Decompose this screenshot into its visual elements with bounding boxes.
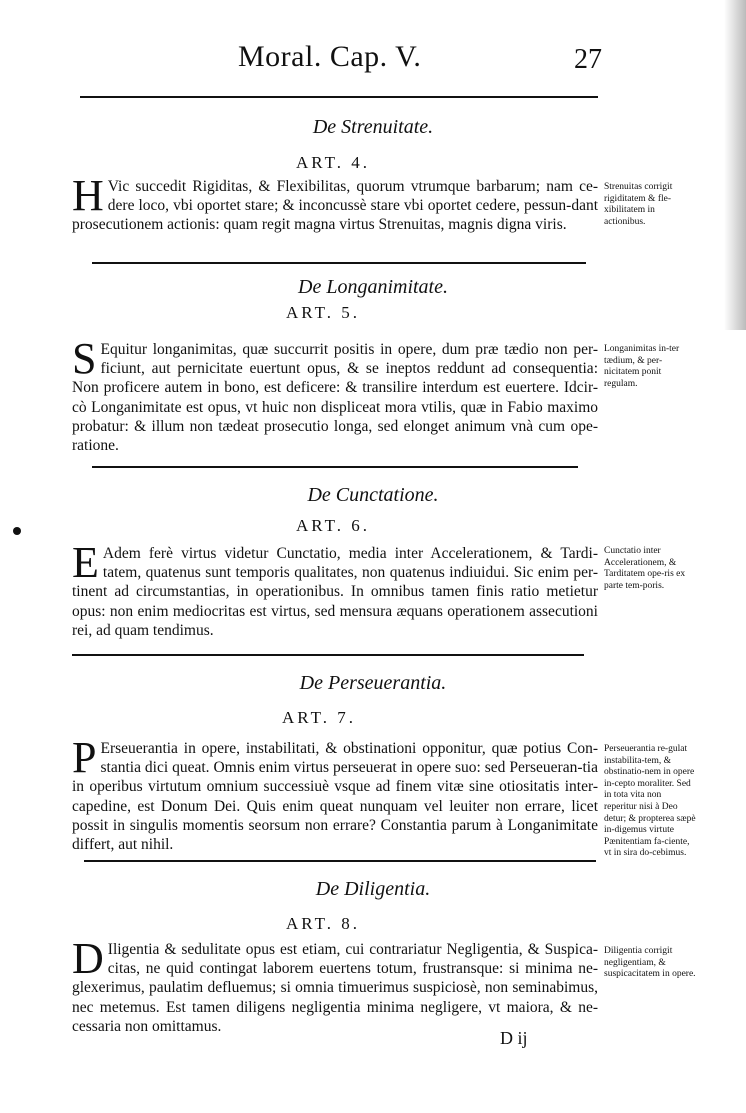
running-head: Moral. Cap. V.: [238, 40, 422, 73]
article-number: ART. 8.: [286, 914, 360, 933]
section-title-perseuerantia: De Perseuerantia.: [299, 672, 447, 694]
article-number: ART. 6.: [296, 516, 370, 535]
section-rule: [92, 262, 586, 264]
drop-cap: P: [72, 733, 97, 782]
section-title-longanimitate: De Longanimitate.: [298, 276, 448, 298]
section-rule: [72, 654, 584, 656]
section-text: Erseuerantia in opere, instabilitati, & obstinationi opponitur, quæ potius Con-stantia dici queat. Omnis enim virtus perseuerat in opere suo: sed Perseueran-tia in operibus virtutum omnium successiuè vsque ad finem vitæ sine otiositatis inter-capedine, est Donum Dei. Quis enim queat nunquam vel leuiter non errare, licet possit in singulis momentis seorsum non errare? Constantia parum à Longanimitate differt, aut nihil.: [72, 740, 598, 854]
section-body-cunctatione: [72, 538, 598, 640]
marginal-note: Strenuitas corrigit rigiditatem & fle-xibilitatem in actionibus.: [604, 182, 673, 227]
article-number: ART. 5.: [286, 303, 360, 322]
section-body-diligentia: [72, 934, 598, 1036]
section-text: Vic succedit Rigiditas, & Flexibilitas, quorum vtrumque barbarum; nam ce-dere loco, vbi oportet stare; & inconcussè stare vbi oportet cedere, pessun-dant prosecutionem actionis: quam regit magna virtus Strenuitas, magnis digna viris.: [72, 178, 598, 234]
article-number: ART. 4.: [296, 153, 370, 172]
section-title-strenuitate: De Strenuitate.: [312, 116, 434, 138]
section-text: Equitur longanimitas, quæ succurrit positis in opere, dum præ tædio non per-ficiunt, aut pernicitate euertunt opus, & se ineptos reddunt ad consequentia: Non proficere autem in bono, est deficere: & transilire interdum est euertere. Idcir-cò Longanimitate est opus, vt huic non displiceat mora vtilis, quæ in Fabio maximo probatur: & illum non tædeat prosecutio longa, sed elonget animum vnà cum ope-ratione.: [72, 341, 598, 455]
signature-mark: D ij: [500, 1028, 528, 1048]
marginal-note: Diligentia corrigit negligentiam, & suspicacitatem in opere.: [604, 946, 696, 980]
drop-cap: E: [72, 538, 99, 587]
drop-cap: H: [72, 171, 104, 220]
drop-cap: D: [72, 934, 104, 983]
section-body-longanimitate: [72, 334, 598, 455]
header-rule: [80, 96, 598, 98]
marginal-note: Longanimitas in-ter tædium, & per-nicitatem ponit regulam.: [604, 344, 680, 389]
section-body-strenuitate: [72, 171, 598, 235]
section-title-cunctatione: De Cunctatione.: [307, 484, 439, 506]
article-number: ART. 7.: [282, 708, 356, 727]
drop-cap: S: [72, 334, 97, 383]
marginal-note: Perseuerantia re-gulat instabilita-tem, & obstinatio-nem in opere in-cepto moraliter. Sed in tota vita non reperitur nisi à Deo detur; & propterea sæpè in-digemus virtute Pænitentiam fa-ciente, vt in sira do-cebimus.: [604, 744, 696, 859]
marginal-note: Cunctatio inter Accelerationem, & Tarditatem ope-ris ex parte tem-poris.: [604, 546, 686, 591]
page-number: 27: [574, 44, 602, 75]
section-text: Iligentia & sedulitate opus est etiam, cui contrariatur Negligentia, & Suspica-citas, ne quid contingat laborem euertens totum, frustransque: si minima ne-glexerimus, paulatim defluemus; si omnia timuerimus suspiciosè, non seminabimus, nec metemus. Est tamen diligens negligentia minima negligere, vt maiora, & ne-cessaria non omittamus.: [72, 941, 598, 1035]
ink-blot: [13, 527, 21, 535]
section-body-perseuerantia: [72, 733, 598, 854]
section-rule: [84, 860, 596, 862]
section-text: Adem ferè virtus videtur Cunctatio, media inter Accelerationem, & Tardi-tatem, quatenus sunt temporis qualitates, non quatenus indiuidui. Sic enim per-tinent ad circumstantias, in operationibus. In omnibus tamen finis ratio metietur opus: non enim mediocritas est virtus, sed mensura æquans operationem assecutioni rei, ad quam tendimus.: [72, 545, 598, 639]
section-rule: [92, 466, 578, 468]
section-title-diligentia: De Diligentia.: [315, 878, 431, 900]
